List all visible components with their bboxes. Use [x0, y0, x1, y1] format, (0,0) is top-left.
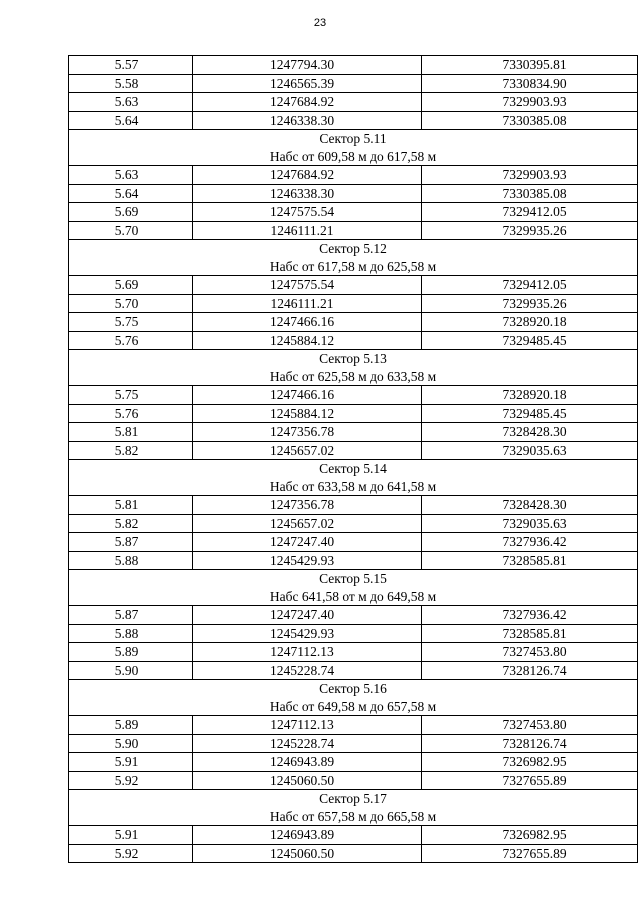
y-coordinate-cell: 7328428.30: [422, 496, 638, 515]
point-number-cell: 5.91: [69, 826, 193, 845]
y-coordinate-cell: 7329035.63: [422, 441, 638, 460]
sector-title: Сектор 5.14: [69, 460, 638, 478]
x-coordinate-cell: 1247466.16: [193, 386, 422, 405]
table-row: [69, 734, 638, 753]
y-coordinate-cell: 7330395.81: [422, 56, 638, 75]
x-coordinate-cell: 1245060.50: [193, 844, 422, 863]
y-coordinate-cell: 7328585.81: [422, 551, 638, 570]
point-number-cell: 5.64: [69, 184, 193, 203]
table-row: [69, 533, 638, 552]
sector-height-range: Набс от 609,58 м до 617,58 м: [69, 148, 638, 166]
y-coordinate-cell: 7329035.63: [422, 514, 638, 533]
y-coordinate-cell: 7327655.89: [422, 771, 638, 790]
sector-range-row: [69, 148, 638, 166]
table-row: [69, 624, 638, 643]
x-coordinate-cell: 1245060.50: [193, 771, 422, 790]
table-row: [69, 404, 638, 423]
point-number-cell: 5.92: [69, 844, 193, 863]
x-coordinate-cell: 1247356.78: [193, 496, 422, 515]
table-row: [69, 166, 638, 185]
point-number-cell: 5.70: [69, 294, 193, 313]
sector-title-row: [69, 790, 638, 808]
table-row: [69, 221, 638, 240]
table-row: [69, 184, 638, 203]
point-number-cell: 5.63: [69, 166, 193, 185]
point-number-cell: 5.76: [69, 404, 193, 423]
sector-height-range: Набс от 625,58 м до 633,58 м: [69, 368, 638, 386]
y-coordinate-cell: 7327655.89: [422, 844, 638, 863]
point-number-cell: 5.91: [69, 753, 193, 772]
table-row: [69, 753, 638, 772]
table-row: [69, 386, 638, 405]
y-coordinate-cell: 7329412.05: [422, 203, 638, 222]
sector-range-row: [69, 698, 638, 716]
y-coordinate-cell: 7328585.81: [422, 624, 638, 643]
table-row: [69, 551, 638, 570]
x-coordinate-cell: 1247247.40: [193, 606, 422, 625]
point-number-cell: 5.88: [69, 624, 193, 643]
point-number-cell: 5.92: [69, 771, 193, 790]
x-coordinate-cell: 1247684.92: [193, 166, 422, 185]
y-coordinate-cell: 7329412.05: [422, 276, 638, 295]
y-coordinate-cell: 7327936.42: [422, 606, 638, 625]
point-number-cell: 5.81: [69, 423, 193, 442]
point-number-cell: 5.75: [69, 386, 193, 405]
table-row: [69, 514, 638, 533]
table-row: [69, 844, 638, 863]
y-coordinate-cell: 7329903.93: [422, 93, 638, 112]
table-row: [69, 643, 638, 662]
table-row: [69, 56, 638, 75]
coordinates-table: [68, 55, 638, 863]
table-row: [69, 606, 638, 625]
table-row: [69, 331, 638, 350]
x-coordinate-cell: 1247247.40: [193, 533, 422, 552]
x-coordinate-cell: 1247356.78: [193, 423, 422, 442]
point-number-cell: 5.89: [69, 643, 193, 662]
y-coordinate-cell: 7327453.80: [422, 643, 638, 662]
point-number-cell: 5.58: [69, 74, 193, 93]
x-coordinate-cell: 1246943.89: [193, 826, 422, 845]
x-coordinate-cell: 1247684.92: [193, 93, 422, 112]
page-number: 23: [313, 17, 327, 29]
y-coordinate-cell: 7328920.18: [422, 313, 638, 332]
y-coordinate-cell: 7328126.74: [422, 734, 638, 753]
sector-range-row: [69, 258, 638, 276]
x-coordinate-cell: 1245657.02: [193, 514, 422, 533]
point-number-cell: 5.81: [69, 496, 193, 515]
table-row: [69, 771, 638, 790]
sector-title-row: [69, 240, 638, 258]
x-coordinate-cell: 1245884.12: [193, 331, 422, 350]
y-coordinate-cell: 7329935.26: [422, 221, 638, 240]
table-row: [69, 276, 638, 295]
point-number-cell: 5.89: [69, 716, 193, 735]
x-coordinate-cell: 1245228.74: [193, 734, 422, 753]
x-coordinate-cell: 1245429.93: [193, 551, 422, 570]
point-number-cell: 5.70: [69, 221, 193, 240]
y-coordinate-cell: 7326982.95: [422, 826, 638, 845]
point-number-cell: 5.64: [69, 111, 193, 130]
y-coordinate-cell: 7329935.26: [422, 294, 638, 313]
table-row: [69, 74, 638, 93]
table-row: [69, 423, 638, 442]
sector-title-row: [69, 570, 638, 588]
sector-title-row: [69, 460, 638, 478]
point-number-cell: 5.90: [69, 734, 193, 753]
point-number-cell: 5.76: [69, 331, 193, 350]
point-number-cell: 5.88: [69, 551, 193, 570]
x-coordinate-cell: 1246338.30: [193, 184, 422, 203]
y-coordinate-cell: 7329485.45: [422, 404, 638, 423]
x-coordinate-cell: 1247794.30: [193, 56, 422, 75]
y-coordinate-cell: 7328126.74: [422, 661, 638, 680]
y-coordinate-cell: 7326982.95: [422, 753, 638, 772]
sector-range-row: [69, 588, 638, 606]
x-coordinate-cell: 1246565.39: [193, 74, 422, 93]
table-row: [69, 826, 638, 845]
x-coordinate-cell: 1245429.93: [193, 624, 422, 643]
point-number-cell: 5.82: [69, 514, 193, 533]
sector-title: Сектор 5.16: [69, 680, 638, 698]
sector-title-row: [69, 350, 638, 368]
x-coordinate-cell: 1246943.89: [193, 753, 422, 772]
x-coordinate-cell: 1247575.54: [193, 203, 422, 222]
y-coordinate-cell: 7330385.08: [422, 111, 638, 130]
sector-title: Сектор 5.15: [69, 570, 638, 588]
sector-title: Сектор 5.13: [69, 350, 638, 368]
sector-range-row: [69, 478, 638, 496]
table-row: [69, 716, 638, 735]
sector-height-range: Набс от 649,58 м до 657,58 м: [69, 698, 638, 716]
x-coordinate-cell: 1247112.13: [193, 643, 422, 662]
x-coordinate-cell: 1247575.54: [193, 276, 422, 295]
point-number-cell: 5.90: [69, 661, 193, 680]
y-coordinate-cell: 7327936.42: [422, 533, 638, 552]
y-coordinate-cell: 7330385.08: [422, 184, 638, 203]
point-number-cell: 5.63: [69, 93, 193, 112]
point-number-cell: 5.75: [69, 313, 193, 332]
point-number-cell: 5.82: [69, 441, 193, 460]
x-coordinate-cell: 1246338.30: [193, 111, 422, 130]
sector-range-row: [69, 808, 638, 826]
sector-title: Сектор 5.11: [69, 130, 638, 148]
table-row: [69, 313, 638, 332]
point-number-cell: 5.57: [69, 56, 193, 75]
table-row: [69, 441, 638, 460]
x-coordinate-cell: 1245657.02: [193, 441, 422, 460]
point-number-cell: 5.87: [69, 606, 193, 625]
x-coordinate-cell: 1246111.21: [193, 294, 422, 313]
sector-height-range: Набс от 657,58 м до 665,58 м: [69, 808, 638, 826]
point-number-cell: 5.87: [69, 533, 193, 552]
table-row: [69, 294, 638, 313]
sector-title-row: [69, 680, 638, 698]
y-coordinate-cell: 7328428.30: [422, 423, 638, 442]
table-row: [69, 93, 638, 112]
sector-title-row: [69, 130, 638, 148]
y-coordinate-cell: 7330834.90: [422, 74, 638, 93]
sector-height-range: Набс от 617,58 м до 625,58 м: [69, 258, 638, 276]
y-coordinate-cell: 7329485.45: [422, 331, 638, 350]
point-number-cell: 5.69: [69, 276, 193, 295]
x-coordinate-cell: 1247112.13: [193, 716, 422, 735]
x-coordinate-cell: 1247466.16: [193, 313, 422, 332]
table-row: [69, 661, 638, 680]
sector-height-range: Набс от 633,58 м до 641,58 м: [69, 478, 638, 496]
table-row: [69, 203, 638, 222]
table-row: [69, 111, 638, 130]
sector-title: Сектор 5.12: [69, 240, 638, 258]
y-coordinate-cell: 7329903.93: [422, 166, 638, 185]
sector-range-row: [69, 368, 638, 386]
sector-height-range: Набс 641,58 от м до 649,58 м: [69, 588, 638, 606]
sector-title: Сектор 5.17: [69, 790, 638, 808]
y-coordinate-cell: 7328920.18: [422, 386, 638, 405]
y-coordinate-cell: 7327453.80: [422, 716, 638, 735]
x-coordinate-cell: 1246111.21: [193, 221, 422, 240]
coordinates-table-body: [69, 56, 638, 863]
table-row: [69, 496, 638, 515]
point-number-cell: 5.69: [69, 203, 193, 222]
x-coordinate-cell: 1245884.12: [193, 404, 422, 423]
x-coordinate-cell: 1245228.74: [193, 661, 422, 680]
